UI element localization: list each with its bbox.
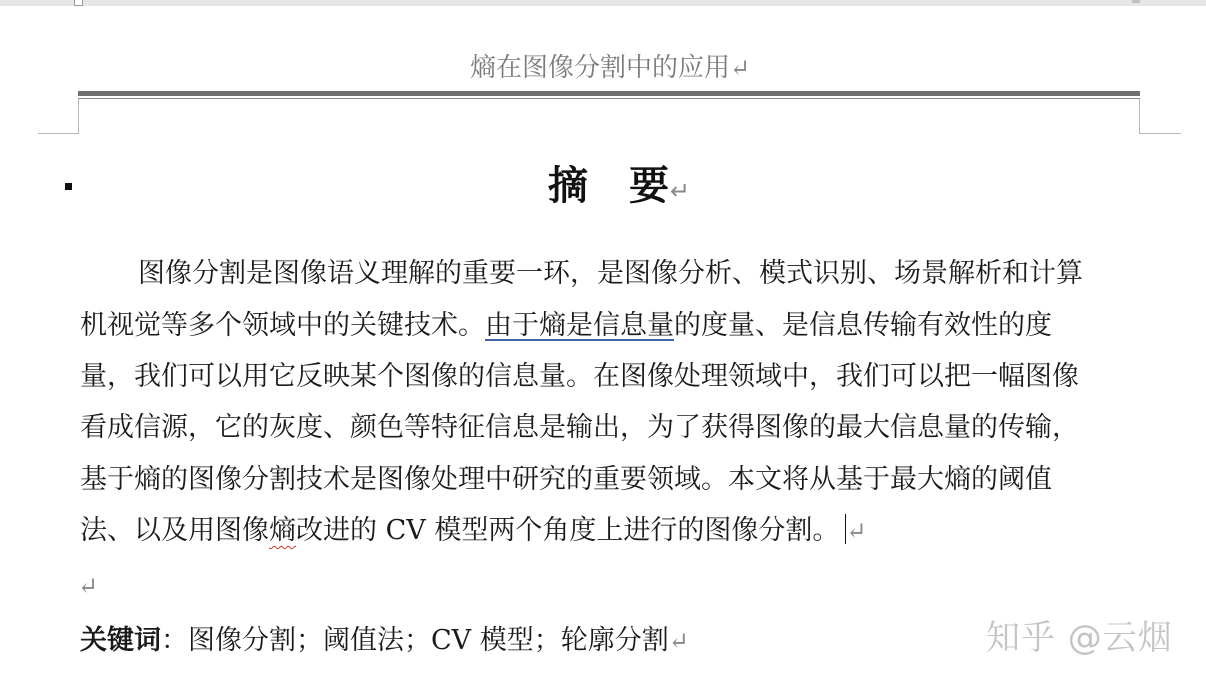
crop-mark-right-vertical: [1139, 99, 1140, 134]
keywords-text: ：图像分割；阈值法；CV 模型；轮廓分割: [161, 625, 669, 656]
header-rule-thin: [78, 98, 1140, 99]
abstract-line-2-start: 机视觉等多个领域中的关键技术。: [80, 310, 485, 341]
margin-marker-left: [74, 0, 83, 6]
underlined-phrase[interactable]: 由于熵是信息量: [485, 310, 674, 341]
abstract-line-5[interactable]: 基于熵的图像分割技术是图像处理中研究的重要领域。本文将从基于最大熵的阈值: [80, 464, 1052, 495]
abstract-line-6-end: 改进的 CV 模型两个角度上进行的图像分割。: [296, 515, 840, 546]
paragraph-mark-icon: ↵: [668, 627, 689, 655]
abstract-line-6[interactable]: [80, 511, 866, 551]
header-rule-thick: [78, 91, 1140, 96]
page-header[interactable]: [0, 48, 1206, 88]
abstract-line-2[interactable]: [80, 306, 1052, 346]
abstract-line-4[interactable]: 看成信源，它的灰度、颜色等特征信息是输出，为了获得图像的最大信息量的传输，: [80, 412, 1079, 443]
keywords-line[interactable]: [80, 621, 689, 661]
abstract-heading-part2: 要: [629, 163, 670, 209]
abstract-heading-part1: 摘: [548, 163, 589, 209]
abstract-line-6-start: 法、以及用图像: [80, 515, 269, 546]
empty-paragraph-mark-icon[interactable]: ↵: [78, 572, 99, 600]
heading-list-marker-icon: [65, 183, 72, 190]
paragraph-mark-icon: ↵: [846, 517, 867, 545]
abstract-line-3[interactable]: 量，我们可以用它反映某个图像的信息量。在图像处理领域中，我们可以把一幅图像: [80, 361, 1079, 392]
paragraph-mark-icon: ↵: [670, 177, 692, 205]
top-ruler-strip: [0, 0, 1206, 6]
paragraph-mark-icon: ↵: [729, 54, 751, 82]
crop-mark-left-vertical: [78, 99, 79, 134]
spellcheck-flagged-word[interactable]: 熵: [269, 515, 296, 546]
keywords-label: 关键词: [80, 625, 161, 656]
abstract-line-1[interactable]: 图像分割是图像语义理解的重要一环，是图像分析、模式识别、场景解析和计算: [138, 258, 1083, 289]
header-title-text: 熵在图像分割中的应用: [469, 53, 730, 83]
abstract-heading[interactable]: [548, 160, 691, 217]
crop-mark-right-horizontal: [1139, 133, 1181, 134]
margin-marker-right: [1132, 0, 1140, 3]
watermark: 知乎 @云烟: [986, 618, 1173, 658]
abstract-line-2-end: 的度量、是信息传输有效性的度: [674, 310, 1052, 341]
crop-mark-left-horizontal: [38, 133, 79, 134]
